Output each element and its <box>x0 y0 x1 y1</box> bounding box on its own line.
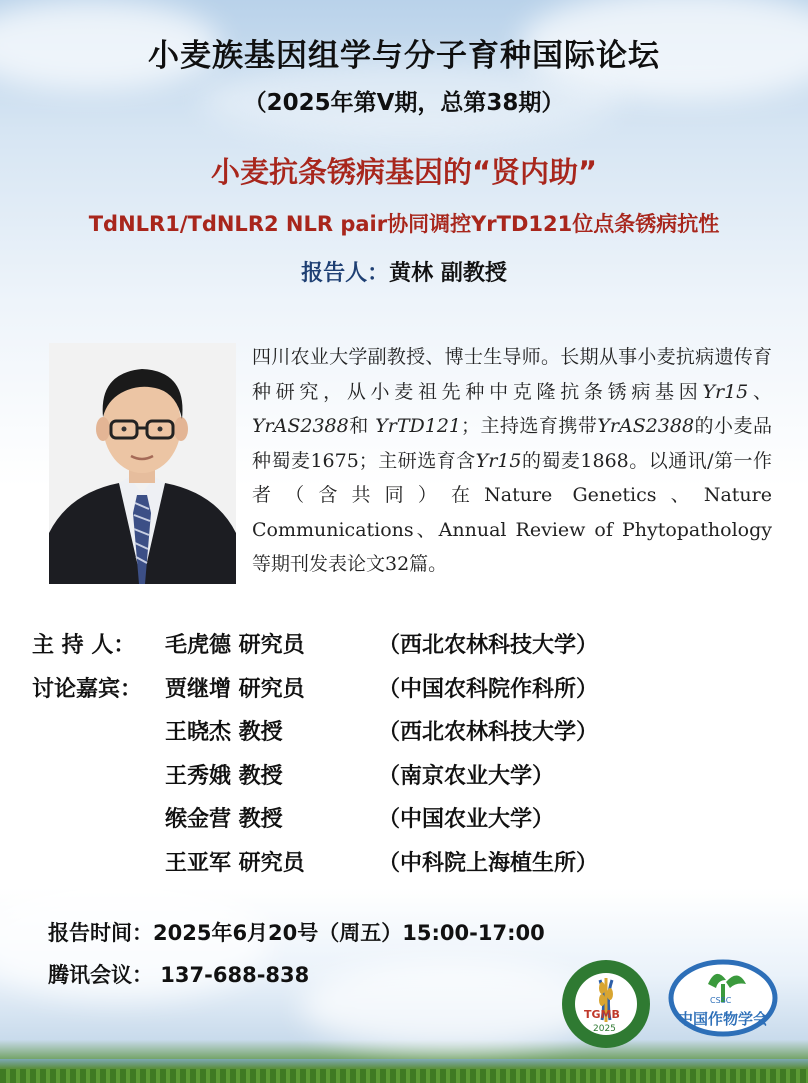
gene-name: YrAS2388 <box>252 415 349 437</box>
cssc-logo <box>668 958 778 1038</box>
talk-title: 小麦抗条锈病基因的“贤内助” <box>210 155 598 189</box>
committee-role: 讨论嘉宾： <box>32 676 143 702</box>
committee-row <box>32 846 792 890</box>
cssc-name: 中国作物学会 <box>678 1010 769 1028</box>
committee-affiliation: （南京农业大学） <box>378 763 555 789</box>
bio-text: 的小麦品种蜀麦1675；主研选育含 <box>252 415 772 472</box>
issue-number: （2025年第V期，总第38期） <box>243 90 565 116</box>
gene-name: Yr15 <box>475 449 522 472</box>
committee-name: 王秀娥 教授 <box>165 763 283 789</box>
bio-text: 的蜀麦1868。以通讯/第一作者（含共同）在Nature Genetics、Nature Communications、Annual Review of Phytopathology等期刊发表论文32篇。 <box>252 449 772 575</box>
meeting-label: 腾讯会议： <box>48 963 153 987</box>
committee-name: 毛虎德 研究员 <box>165 633 305 658</box>
bio-text: 、 <box>748 380 772 403</box>
committee-name: 贾继增 研究员 <box>165 676 305 702</box>
committee-name: 王晓杰 教授 <box>165 720 283 745</box>
cssc-abbr: CSSC <box>710 996 732 1005</box>
time-value: 2025年6月20号（周五）15:00-17:00 <box>153 921 545 945</box>
committee-row <box>32 628 792 672</box>
horizon <box>0 1059 808 1069</box>
committee-row <box>32 715 792 759</box>
meeting-id: 137-688-838 <box>153 963 310 987</box>
gene-name: YrAS2388 <box>597 415 695 437</box>
speaker-line <box>0 256 808 287</box>
tgmb-logo <box>560 958 652 1050</box>
committee-row <box>32 759 792 803</box>
time-label: 报告时间： <box>48 921 153 945</box>
bio-text: 四川农业大学副教授、博士生导师。长期从事小麦抗病遗传育种研究，从小麦祖先种中克隆抗条锈病基因 <box>252 346 772 403</box>
tgmb-year: 2025 <box>593 1024 616 1034</box>
committee-name: 缑金营 教授 <box>165 807 283 832</box>
committee-affiliation: （中国农业大学） <box>378 807 555 832</box>
speaker-photo <box>49 343 236 584</box>
tgmb-text: TGMB <box>584 1008 620 1021</box>
committee-row <box>32 802 792 846</box>
committee-affiliation: （西北农林科技大学） <box>378 720 599 745</box>
speaker-name: 黄林 副教授 <box>389 261 507 286</box>
committee-affiliation: （西北农林科技大学） <box>378 633 599 658</box>
committee-list <box>32 628 792 889</box>
speaker-label: 报告人： <box>301 261 390 286</box>
committee-affiliation: （中国农科院作科所） <box>378 676 599 702</box>
bio-text: 和 <box>348 415 376 437</box>
report-time <box>48 917 668 947</box>
talk-subtitle: TdNLR1/TdNLR2 NLR pair协同调控YrTD121位点条锈病抗性 <box>88 212 720 236</box>
committee-name: 王亚军 研究员 <box>165 850 305 876</box>
forum-title: 小麦族基因组学与分子育种国际论坛 <box>148 38 660 74</box>
committee-affiliation: （中科院上海植生所） <box>378 850 599 876</box>
bio-text: ；主持选育携带 <box>461 415 598 437</box>
speaker-bio <box>252 340 772 582</box>
wheat-field <box>0 1069 808 1083</box>
gene-name: Yr15 <box>702 380 749 403</box>
gene-name: YrTD121 <box>375 415 461 437</box>
committee-row <box>32 672 792 716</box>
committee-role: 主 持 人： <box>32 633 136 658</box>
